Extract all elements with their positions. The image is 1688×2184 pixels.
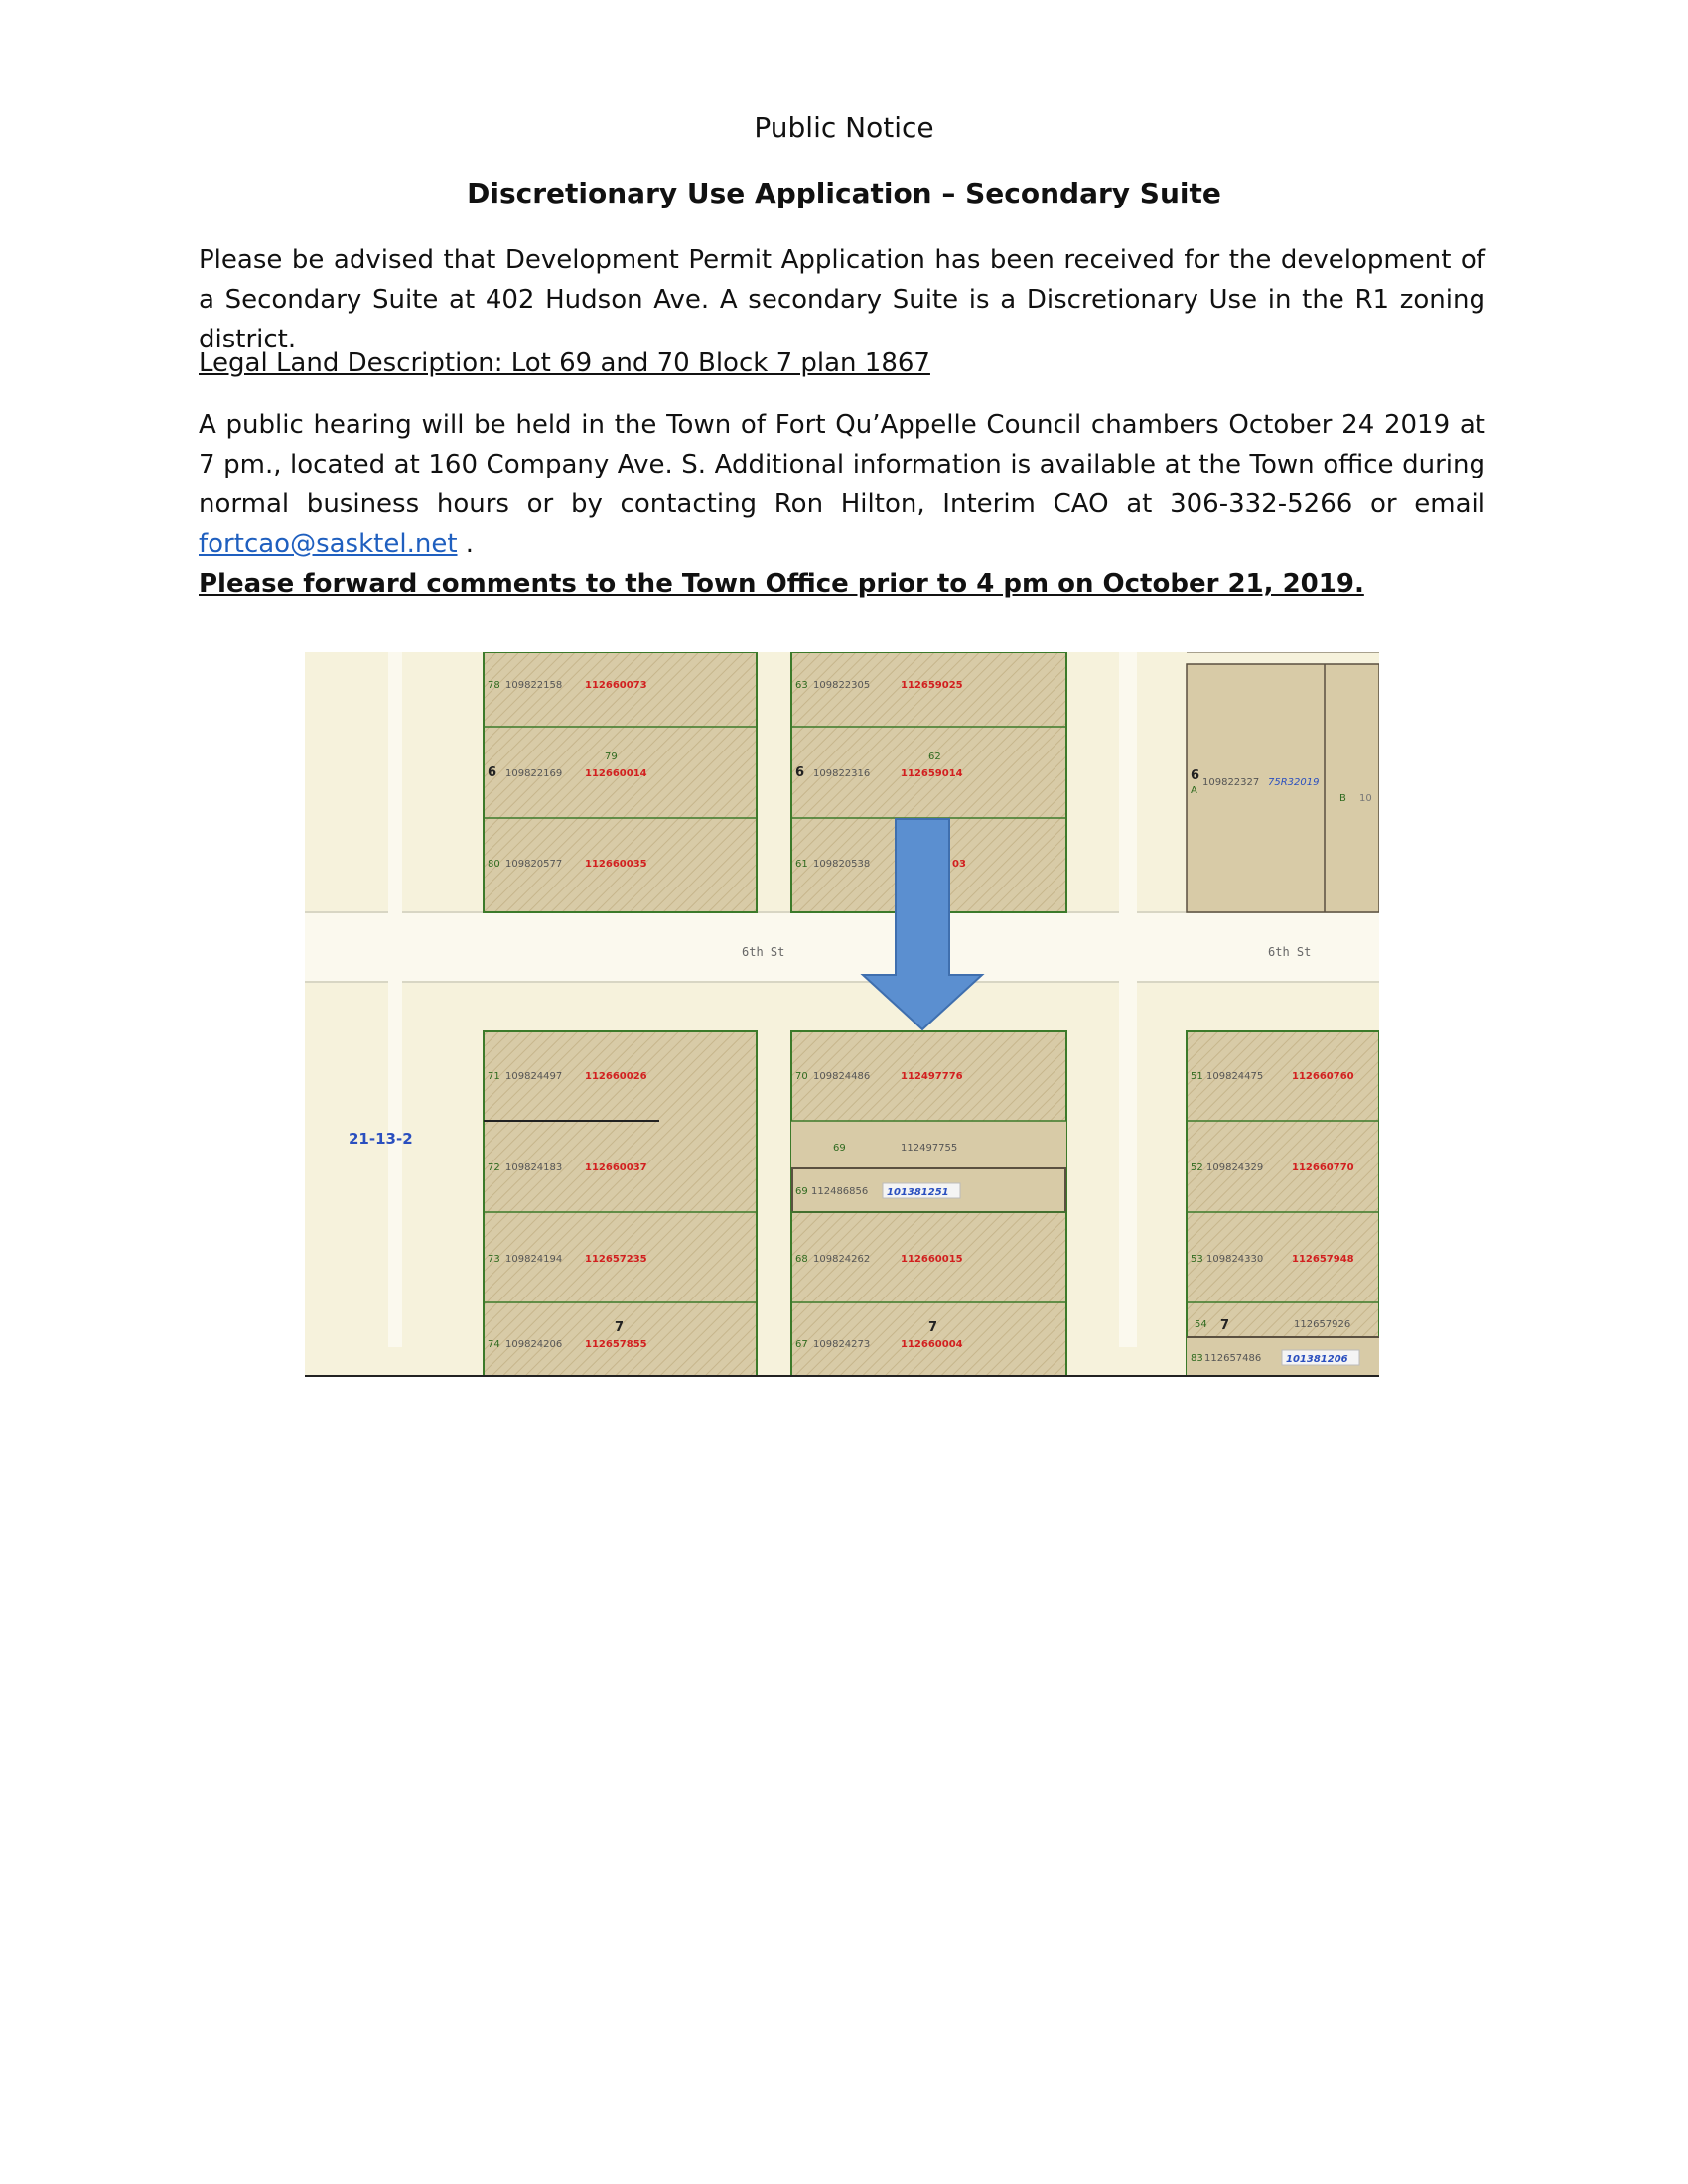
parcel-id: 109822169: [505, 768, 563, 779]
email-link[interactable]: fortcao@sasktel.net: [199, 529, 458, 559]
lot-number: 63: [795, 680, 808, 691]
lot-number: 62: [928, 751, 941, 762]
notice-paragraph-application: Please be advised that Development Permit Application has been received for the development of a Secondary Suite at 402 Hudson Ave. A secondary Suite is a Discretionary Use in the R1 zoning district.: [199, 245, 1485, 354]
parcel-id: 109822316: [813, 768, 871, 779]
parcel-id: 109822327: [1202, 777, 1260, 788]
lot-letter: B: [1339, 793, 1346, 804]
parcel-map: [305, 652, 1379, 1377]
lot-number: 68: [795, 1254, 808, 1265]
hearing-text: A public hearing will be held in the Town of Fort Qu’Appelle Council chambers October 24 2019 at 7 pm., located at 160 Company Ave. S. Additional information is available at the Town office during normal business hours or by contacting Ron Hilton, Interim CAO at 306-332-5266 or email: [199, 410, 1485, 519]
lot-number: 61: [795, 859, 808, 870]
lot-number: 69: [795, 1186, 808, 1197]
title-number: 112660037: [585, 1162, 647, 1173]
lot-number: 54: [1195, 1319, 1207, 1330]
title-number: 112660026: [585, 1071, 647, 1082]
lot-number: 51: [1191, 1071, 1203, 1082]
parcel-id: 109820577: [505, 859, 563, 870]
parcel-id: 109824206: [505, 1339, 563, 1350]
lot-number: 73: [488, 1254, 500, 1265]
lot-number: 70: [795, 1071, 808, 1082]
street-label-left: 6th St: [742, 945, 785, 959]
title-number: 112660770: [1292, 1162, 1354, 1173]
title-number: 112660035: [585, 859, 647, 870]
legal-land-description: Legal Land Description: Lot 69 and 70 Block 7 plan 1867: [199, 348, 930, 378]
lot-number: 79: [605, 751, 618, 762]
lane-left: [388, 652, 402, 1347]
lot-number: 69: [833, 1143, 846, 1154]
parcel-id: 109824273: [813, 1339, 871, 1350]
parcel-id: 109822158: [505, 680, 563, 691]
parcel-id: 112657926: [1294, 1319, 1351, 1330]
title-number: 112657235: [585, 1254, 647, 1265]
lot-letter: A: [1191, 785, 1197, 796]
lot-number: 67: [795, 1339, 808, 1350]
lot-number: 72: [488, 1162, 500, 1173]
parcel-id: 109820538: [813, 859, 871, 870]
lane-right: [1119, 652, 1137, 1347]
title-number: 03: [952, 859, 966, 870]
area-label: 21-13-2: [349, 1130, 413, 1148]
parcel-id: 109824194: [505, 1254, 563, 1265]
title-number: 112660073: [585, 680, 647, 691]
title-number: 112497776: [901, 1071, 963, 1082]
block-number: 6: [1191, 768, 1200, 783]
notice-title: Public Notice: [754, 111, 934, 144]
parcel-id: 109824475: [1206, 1071, 1264, 1082]
parcel-id: 109824497: [505, 1071, 563, 1082]
notice-subtitle: Discretionary Use Application – Secondary Suite: [467, 177, 1221, 209]
parcel-id: 109824262: [813, 1254, 871, 1265]
lot-number: 52: [1191, 1162, 1203, 1173]
title-number: 112657855: [585, 1339, 647, 1350]
parcel-id: 109824329: [1206, 1162, 1264, 1173]
title-number: 112660015: [901, 1254, 963, 1265]
parcel-id: 112657486: [1204, 1353, 1262, 1364]
title-number: 112660014: [585, 768, 647, 779]
block-number: 6: [795, 765, 805, 780]
hearing-text-tail: .: [457, 529, 475, 559]
block-number: 7: [615, 1320, 625, 1335]
title-number: 112660004: [901, 1339, 963, 1350]
parcel-id: 109822305: [813, 680, 871, 691]
parcel-id: 109824330: [1206, 1254, 1264, 1265]
comment-deadline: Please forward comments to the Town Office prior to 4 pm on October 21, 2019.: [199, 569, 1364, 599]
title-number-blue: 101381251: [887, 1187, 949, 1198]
parcel-id-partial: 10: [1359, 793, 1372, 804]
block-number: 7: [1220, 1318, 1230, 1333]
title-number: 112657948: [1292, 1254, 1354, 1265]
title-number: 112660760: [1292, 1071, 1354, 1082]
lot-number: 71: [488, 1071, 500, 1082]
lot-number: 80: [488, 859, 500, 870]
title-number-blue: 101381206: [1286, 1354, 1348, 1365]
title-number: 112659014: [901, 768, 963, 779]
parcel-id: 112497755: [901, 1143, 958, 1154]
lot-number: 83: [1191, 1353, 1203, 1364]
parcel-id: 112486856: [811, 1186, 869, 1197]
lot-number: 74: [488, 1339, 500, 1350]
parcel-id: 109824183: [505, 1162, 563, 1173]
title-number-blue: 75R32019: [1268, 777, 1320, 788]
block-number: 6: [488, 765, 497, 780]
title-number: 112659025: [901, 680, 963, 691]
notice-paragraph-hearing: [199, 405, 1485, 604]
parcel-id: 109824486: [813, 1071, 871, 1082]
lot-number: 53: [1191, 1254, 1203, 1265]
lot-number: 78: [488, 680, 500, 691]
block-top-left: [484, 652, 757, 912]
block-number: 7: [928, 1320, 938, 1335]
street-6th: [305, 912, 1379, 982]
street-label-right: 6th St: [1268, 945, 1312, 959]
